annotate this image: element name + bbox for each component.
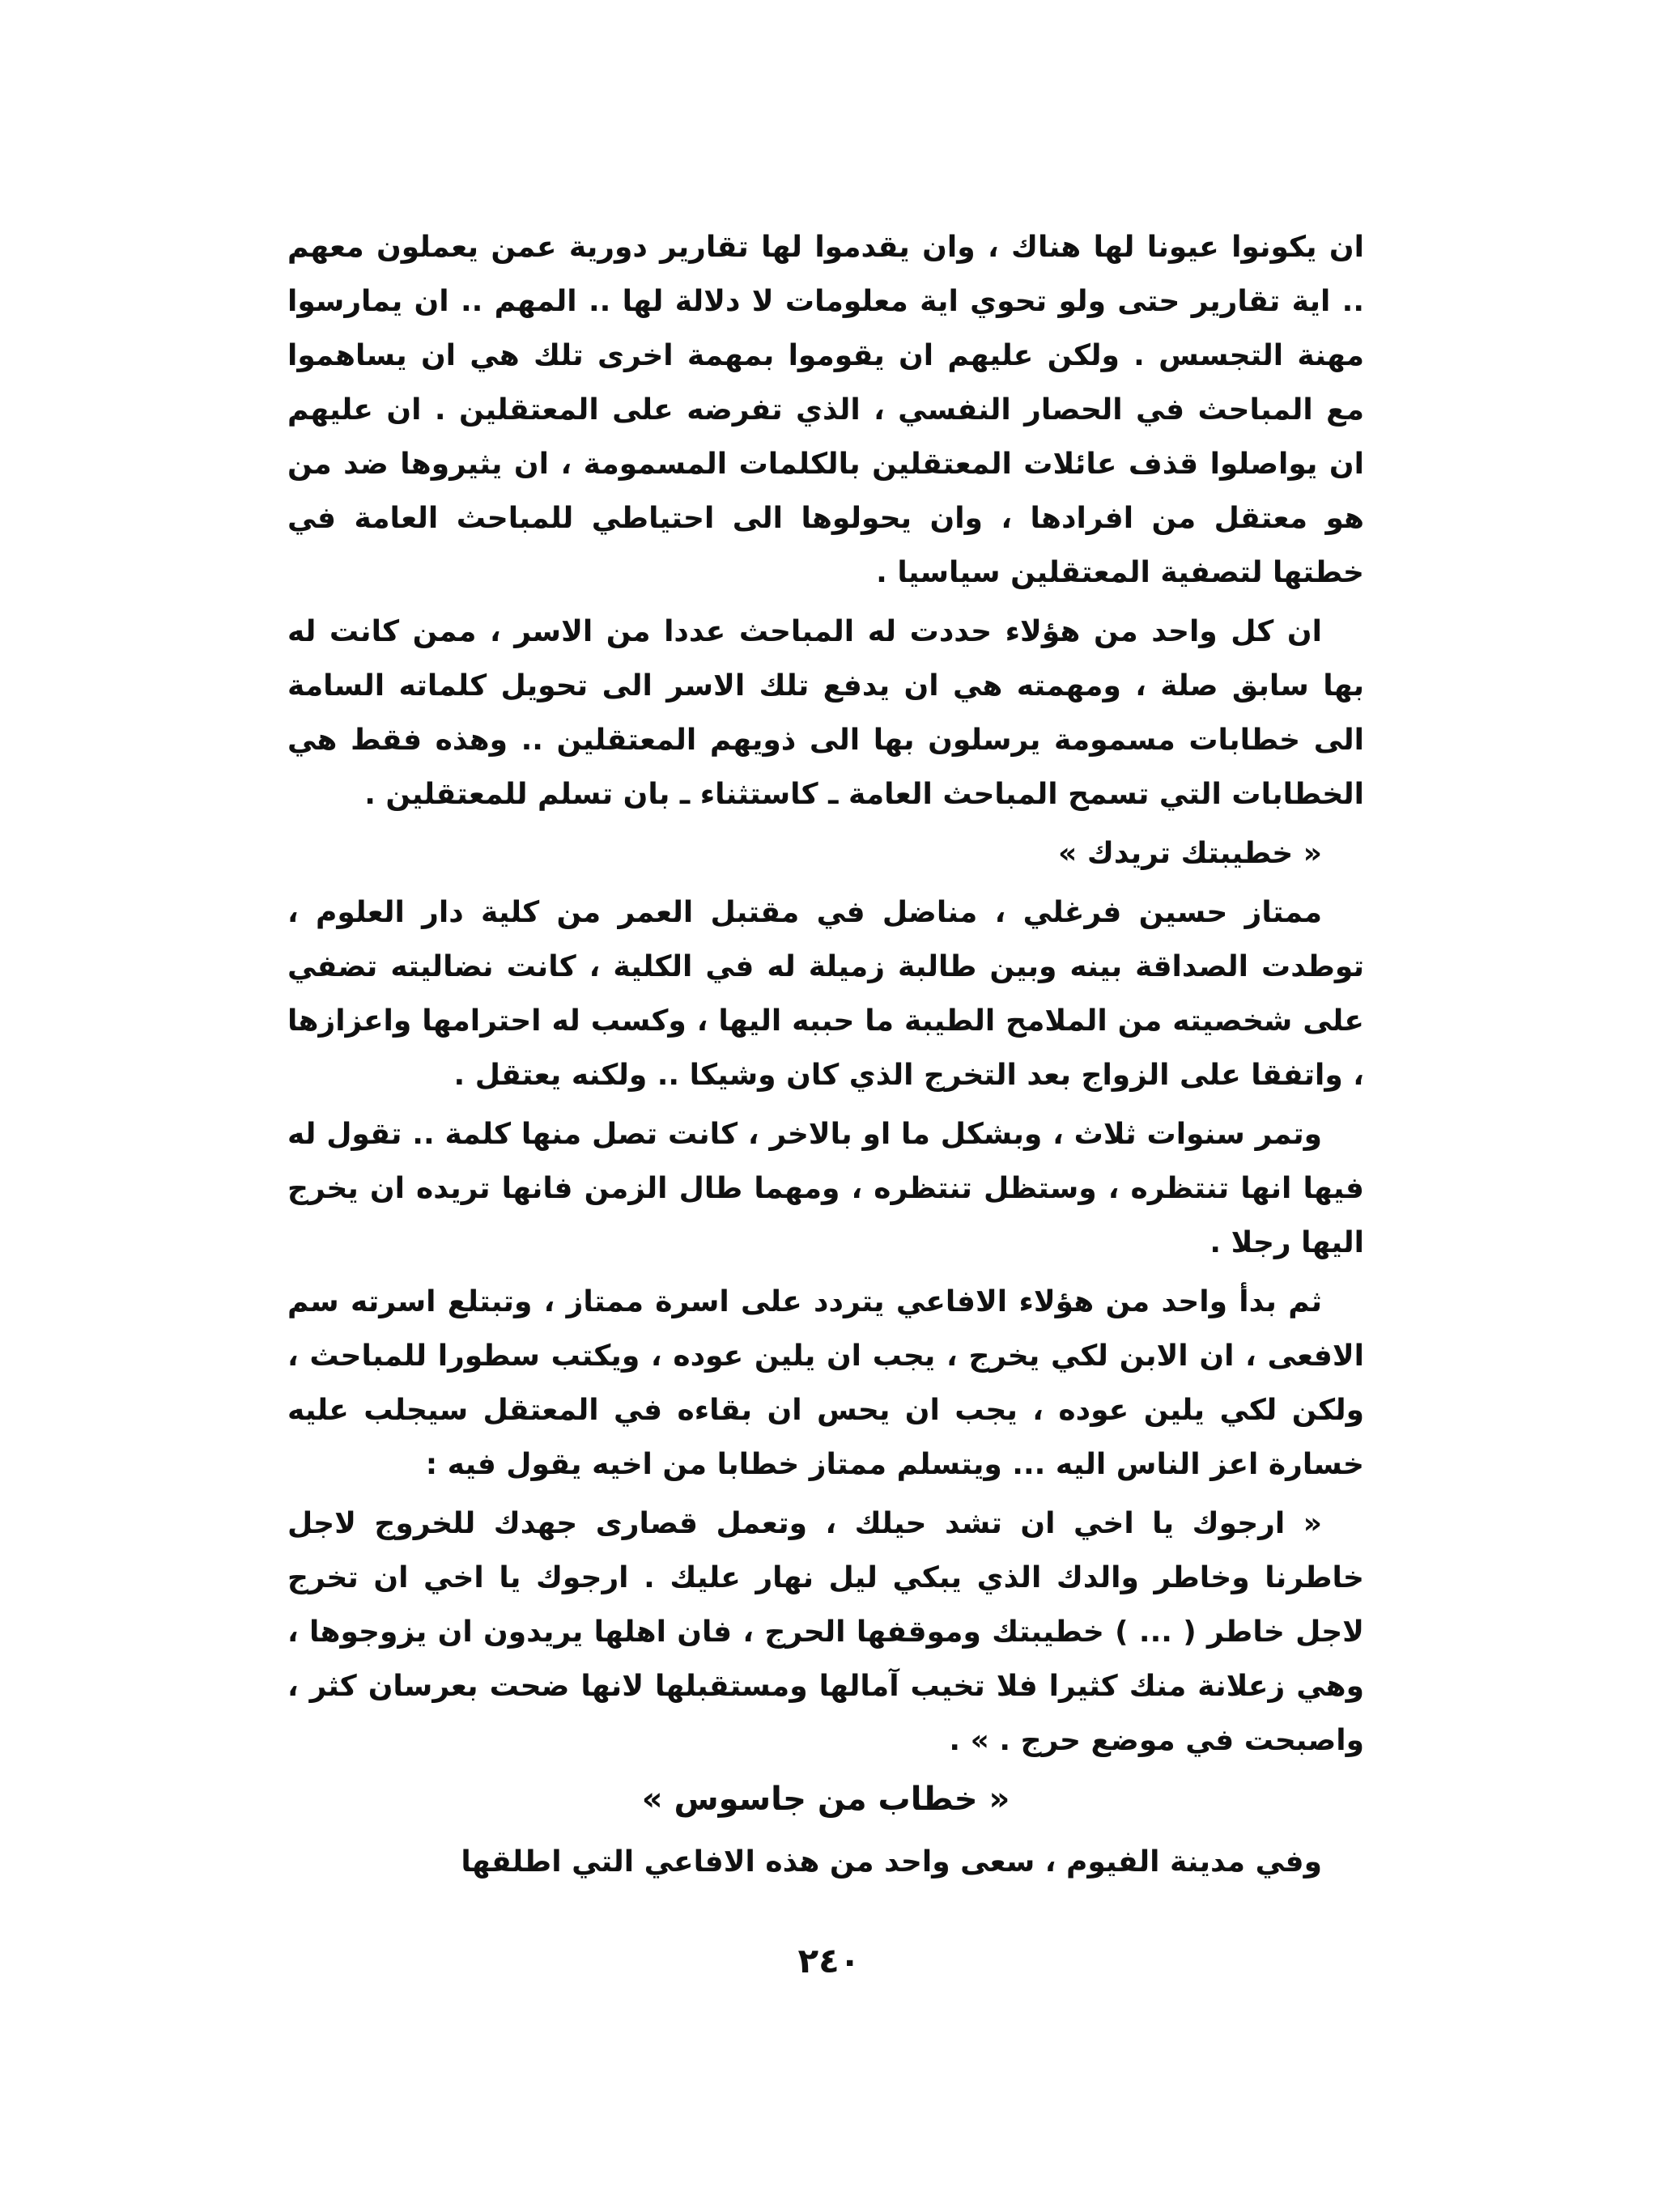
body-text: [287, 220, 1364, 1894]
paragraph: وتمر سنوات ثلاث ، وبشكل ما او بالاخر ، كانت تصل منها كلمة .. تقول له فيها انها تنتظره ، وستظل تنتظره ، ومهما طال الزمن فانها تريده ان يخرج اليها رجلا .: [287, 1118, 1364, 1259]
paragraph: ممتاز حسين فرغلي ، مناضل في مقتبل العمر من كلية دار العلوم ، توطدت الصداقة بينه وبين طالبة زميلة له في الكلية ، كانت نضاليته تضفي على شخصيته من الملامح الطيبة ما حببه اليها ، وكسب له احترامها واعزازها ، واتفقا على الزواج بعد التخرج الذي كان وشيكا .. ولكنه يعتقل .: [287, 896, 1364, 1092]
quoted-letter: « ارجوك يا اخي ان تشد حيلك ، وتعمل قصارى جهدك للخروج لاجل خاطرنا وخاطر والدك الذي يبكي ليل نهار عليك . ارجوك يا اخي ان تخرج لاجل خاطر ( ... ) خطيبتك وموقفها الحرج ، فان اهلها يريدون ان يزوجوها ، وهي زعلانة منك كثيرا فلا تخيب آمالها ومستقبلها لانها ضحت بعرسان كثر ، واصبحت في موضع حرج . » .: [287, 1507, 1364, 1757]
page-number: ٢٤٠: [797, 1941, 861, 1981]
paragraph: ثم بدأ واحد من هؤلاء الافاعي يتردد على اسرة ممتاز ، وتبتلع اسرته سم الافعى ، ان الابن لكي يخرج ، يجب ان يلين عوده ، ويكتب سطورا للمباحث ، ولكن لكي يلين عوده ، يجب ان يحس ان بقاءه في المعتقل سيجلب عليه خسارة اعز الناس اليه ... ويتسلم ممتاز خطابا من اخيه يقول فيه :: [287, 1285, 1364, 1481]
paragraph: وفي مدينة الفيوم ، سعى واحد من هذه الافاعي التي اطلقها: [461, 1845, 1322, 1879]
paragraph: ان كل واحد من هؤلاء حددت له المباحث عددا من الاسر ، ممن كانت له بها سابق صلة ، ومهمته هي ان يدفع تلك الاسر الى تحويل كلماته السامة الى خطابات مسمومة يرسلون بها الى ذويهم المعتقلين .. وهذه فقط هي الخطابات التي تسمح المباحث العامة ـ كاستثناء ـ بان تسلم للمعتقلين .: [287, 615, 1364, 811]
subheading-fiancee: « خطيبتك تريدك »: [1058, 837, 1322, 870]
paragraph-continuation: ان يكونوا عيونا لها هناك ، وان يقدموا لها تقارير دورية عمن يعملون معهم .. اية تقارير حتى ولو تحوي اية معلومات لا دلالة لها .. المهم .. ان يمارسوا مهنة التجسس . ولكن عليهم ان يقوموا بمهمة اخرى تلك هي ان يساهموا مع المباحث في الحصار النفسي ، الذي تفرضه على المعتقلين . ان عليهم ان يواصلوا قذف عائلات المعتقلين بالكلمات المسمومة ، ان يثيروها ضد من هو معتقل من افرادها ، وان يحولوها الى احتياطي للمباحث العامة في خطتها لتصفية المعتقلين سياسيا .: [287, 231, 1364, 589]
section-title: « خطاب من جاسوس »: [641, 1781, 1010, 1818]
